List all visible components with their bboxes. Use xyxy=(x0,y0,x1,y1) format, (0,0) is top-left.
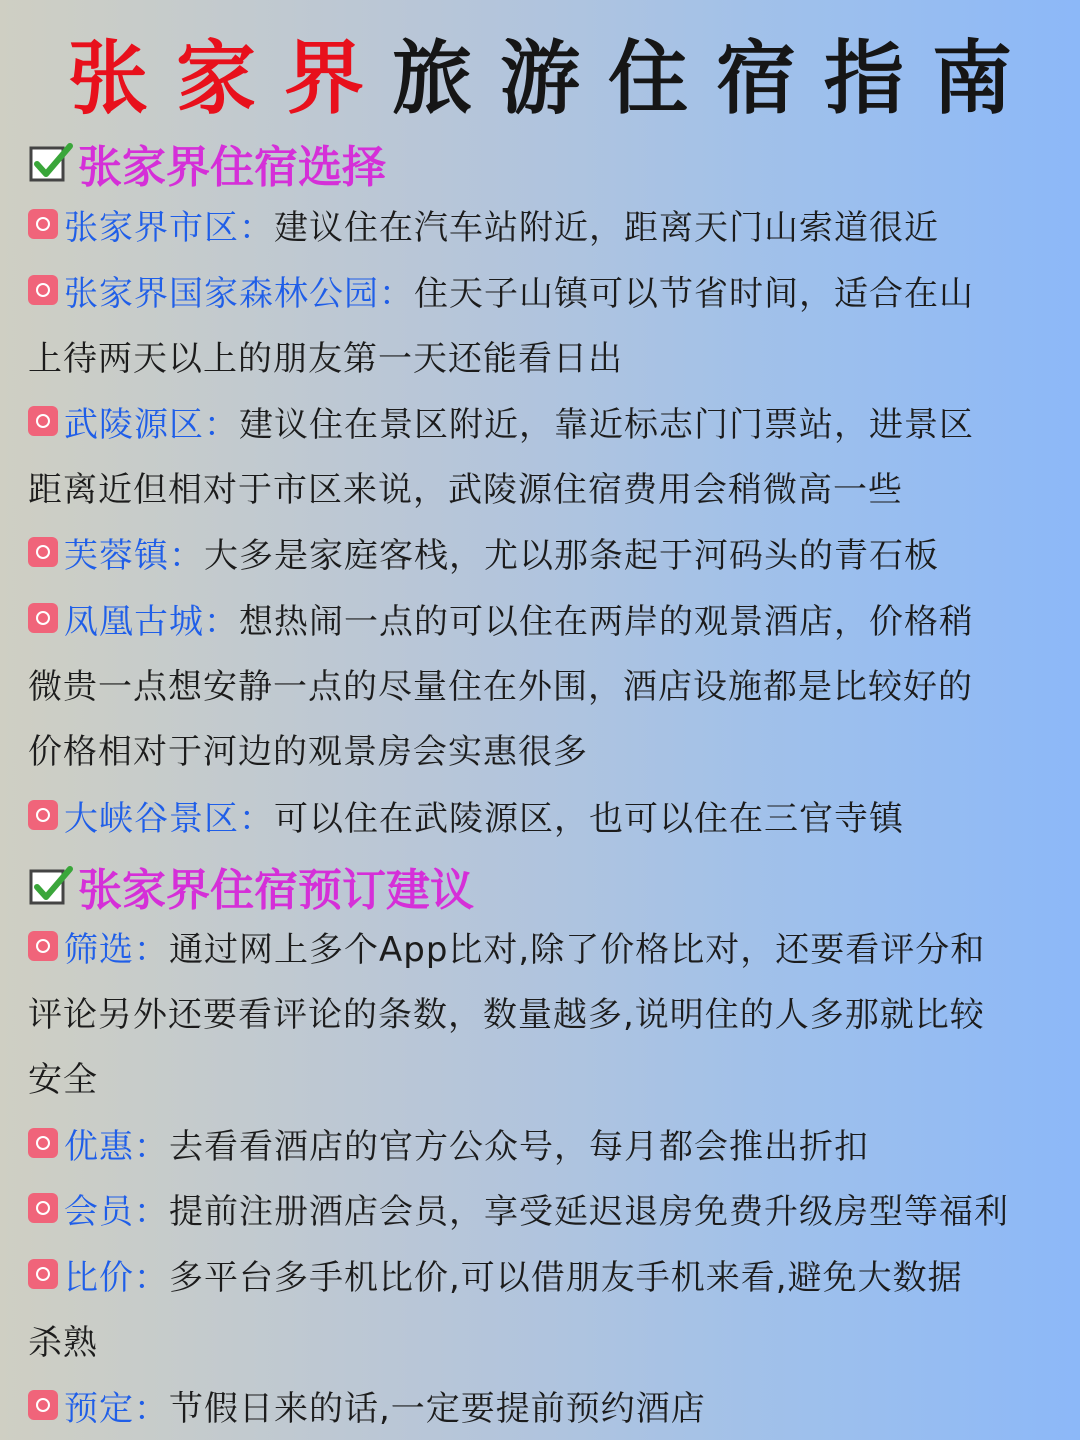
title-char: 家 xyxy=(176,30,256,125)
item-text: 价格相对于河边的观景房会实惠很多 xyxy=(28,731,588,772)
title-char: 界 xyxy=(284,30,364,125)
item-text: 微贵一点想安静一点的尽量住在外围，酒店设施都是比较好的 xyxy=(28,666,973,707)
bullet-icon xyxy=(28,800,58,830)
list-item xyxy=(28,593,1076,643)
title-char: 宿 xyxy=(716,30,796,125)
item-text: 杀熟 xyxy=(28,1322,98,1363)
item-text: 大多是家庭客栈，尤以那条起于河码头的青石板 xyxy=(204,535,939,576)
list-item xyxy=(28,1183,1076,1233)
title-char: 旅 xyxy=(392,30,472,125)
title-char: 住 xyxy=(608,30,688,125)
item-text: 通过网上多个App比对,除了价格比对，还要看评分和 xyxy=(169,929,986,970)
bullet-icon xyxy=(28,537,58,567)
list-item xyxy=(28,1380,1076,1430)
bullet-icon xyxy=(28,603,58,633)
list-item xyxy=(28,396,1076,446)
list-item xyxy=(28,265,1076,315)
item-label: 张家界国家森林公园： xyxy=(64,273,414,314)
item-text: 去看看酒店的官方公众号，每月都会推出折扣 xyxy=(169,1126,869,1167)
item-label: 预定： xyxy=(64,1388,169,1429)
checkbox-check-icon xyxy=(28,140,74,186)
title-char: 指 xyxy=(824,30,904,125)
title-char: 张 xyxy=(68,30,148,125)
bullet-icon xyxy=(28,1390,58,1420)
item-text: 节假日来的话,一定要提前预约酒店 xyxy=(169,1388,706,1429)
item-text: 评论另外还要看评论的条数，数量越多,说明住的人多那就比较 xyxy=(28,994,985,1035)
item-text: 多平台多手机比价,可以借朋友手机来看,避免大数据 xyxy=(169,1257,963,1298)
item-label: 比价： xyxy=(64,1257,169,1298)
item-label: 筛选： xyxy=(64,929,169,970)
list-item xyxy=(28,1249,1076,1299)
list-item xyxy=(28,1118,1076,1168)
item-label: 会员： xyxy=(64,1191,169,1232)
bullet-icon xyxy=(28,209,58,239)
list-item-continuation xyxy=(28,986,1076,1036)
list-item-continuation xyxy=(28,723,1076,773)
item-label: 张家界市区： xyxy=(64,207,274,248)
item-label: 优惠： xyxy=(64,1126,169,1167)
item-text: 可以住在武陵源区，也可以住在三官寺镇 xyxy=(274,798,904,839)
item-label: 芙蓉镇： xyxy=(64,535,204,576)
section-heading-text: 张家界住宿选择 xyxy=(78,142,386,193)
list-item xyxy=(28,527,1076,577)
bullet-icon xyxy=(28,1259,58,1289)
list-item xyxy=(28,921,1076,971)
checkbox-check-icon xyxy=(28,863,74,909)
list-item-continuation xyxy=(28,658,1076,708)
bullet-icon xyxy=(28,1128,58,1158)
item-text: 提前注册酒店会员，享受延迟退房免费升级房型等福利 xyxy=(169,1191,1009,1232)
item-text: 想热闹一点的可以住在两岸的观景酒店，价格稍 xyxy=(239,601,974,642)
section-heading xyxy=(28,135,386,191)
title-char: 游 xyxy=(500,30,580,125)
item-text: 上待两天以上的朋友第一天还能看日出 xyxy=(28,338,623,379)
list-item-continuation xyxy=(28,461,1076,511)
title-char: 南 xyxy=(932,30,1012,125)
item-text: 距离近但相对于市区来说，武陵源住宿费用会稍微高一些 xyxy=(28,469,903,510)
list-item-continuation xyxy=(28,1314,1076,1364)
item-label: 大峡谷景区： xyxy=(64,798,274,839)
list-item-continuation xyxy=(28,1051,1076,1101)
page-title xyxy=(0,16,1080,126)
item-text: 建议住在景区附近，靠近标志门门票站，进景区 xyxy=(239,404,974,445)
item-text: 安全 xyxy=(28,1059,98,1100)
section-heading xyxy=(28,858,474,914)
item-label: 武陵源区： xyxy=(64,404,239,445)
bullet-icon xyxy=(28,1193,58,1223)
list-item-continuation xyxy=(28,330,1076,380)
bullet-icon xyxy=(28,406,58,436)
section-heading-text: 张家界住宿预订建议 xyxy=(78,865,474,916)
item-label: 凤凰古城： xyxy=(64,601,239,642)
list-item xyxy=(28,199,1076,249)
bullet-icon xyxy=(28,931,58,961)
bullet-icon xyxy=(28,275,58,305)
item-text: 住天子山镇可以节省时间，适合在山 xyxy=(414,273,974,314)
item-text: 建议住在汽车站附近，距离天门山索道很近 xyxy=(274,207,939,248)
list-item xyxy=(28,790,1076,840)
